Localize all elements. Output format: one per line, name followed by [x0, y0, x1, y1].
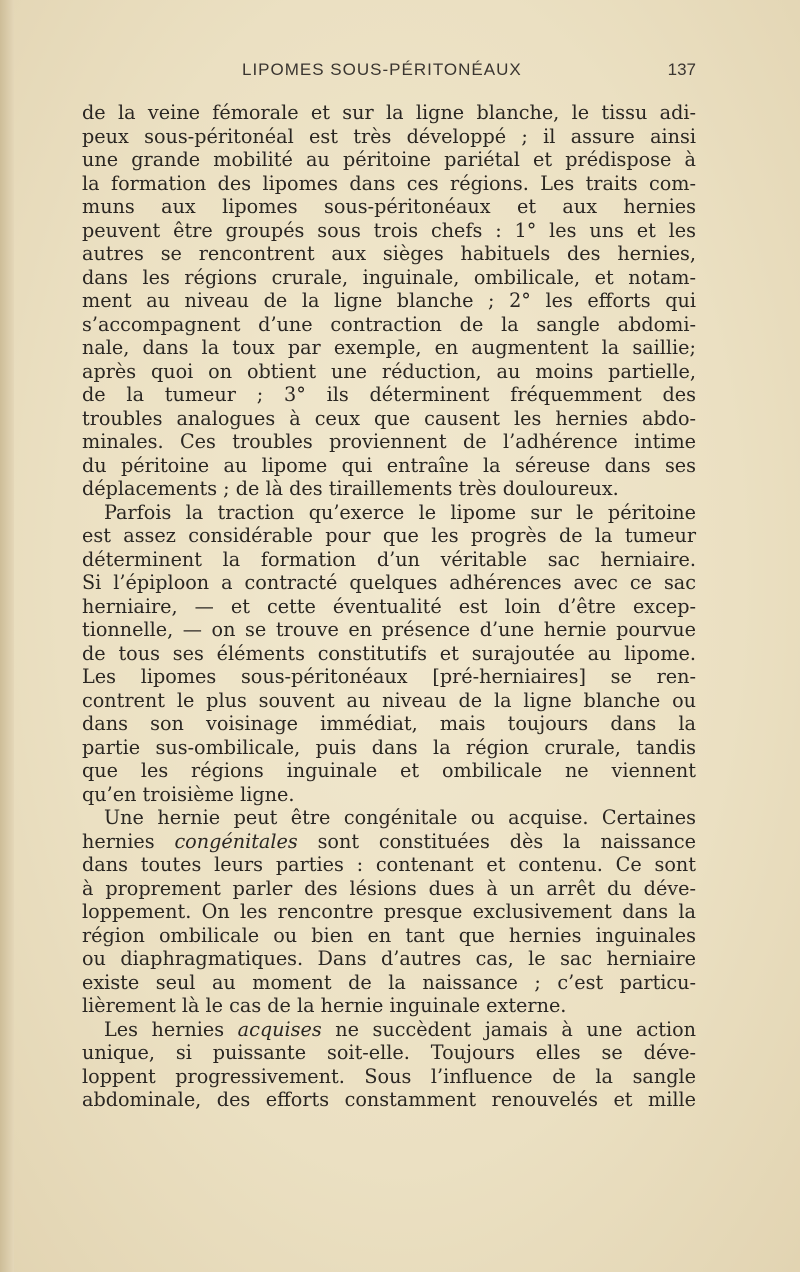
- text-line: [82, 1018, 696, 1042]
- text-line: ment au niveau de la ligne blanche ; 2° les efforts qui: [82, 289, 696, 312]
- text-line: Une hernie peut être congénitale ou acquise. Certaines: [104, 806, 696, 829]
- page-gutter: [0, 0, 14, 1272]
- text-line: minales. Ces troubles proviennent de l’adhérence intime: [82, 430, 696, 453]
- text-line: unique, si puissante soit-elle. Toujours elles se déve-: [82, 1041, 696, 1064]
- page-header: [82, 60, 696, 88]
- text-segment: Les hernies: [104, 1017, 238, 1041]
- text-segment: sont constituées dès la naissance: [297, 829, 696, 853]
- page-number: 137: [667, 60, 696, 79]
- text-line: partie sus-ombilicale, puis dans la région crurale, tandis: [82, 735, 696, 759]
- text-line: de la veine fémorale et sur la ligne blanche, le tissu adi-: [82, 101, 696, 124]
- text-line: ou diaphragmatiques. Dans d’autres cas, le sac herniaire: [82, 947, 696, 970]
- text-line: contrent le plus souvent au niveau de la ligne blanche ou: [82, 688, 696, 712]
- text-line: déplacements ; de là des tiraillements très douloureux.: [82, 477, 619, 500]
- text-line: s’accompagnent d’une contraction de la sangle abdomi-: [82, 312, 696, 336]
- text-line: que les régions inguinale et ombilicale ne viennent: [82, 759, 696, 782]
- text-line: dans les régions crurale, inguinale, ombilicale, et notam-: [82, 265, 696, 289]
- text-line: existe seul au moment de la naissance ; c’est particu-: [82, 970, 696, 994]
- text-line: qu’en troisième ligne.: [82, 782, 295, 806]
- text-line: muns aux lipomes sous-péritonéaux et aux hernies: [82, 195, 696, 218]
- italic-term: acquises: [237, 1017, 322, 1041]
- text-line: lièrement là le cas de la hernie inguinale externe.: [82, 994, 567, 1017]
- text-line: loppent progressivement. Sous l’influence de la sangle: [82, 1064, 696, 1088]
- text-line: de la tumeur ; 3° ils déterminent fréquemment des: [82, 383, 696, 406]
- body-text: [82, 101, 696, 1112]
- text-line: Parfois la traction qu’exerce le lipome sur le péritoine: [104, 500, 696, 524]
- text-line: est assez considérable pour que les progrès de la tumeur: [82, 524, 696, 547]
- text-line: du péritoine au lipome qui entraîne la séreuse dans ses: [82, 453, 696, 477]
- text-line: nale, dans la toux par exemple, en augmentent la saillie;: [82, 336, 696, 359]
- text-line: tionnelle, — on se trouve en présence d’une hernie pourvue: [82, 618, 696, 641]
- text-line: de tous ses éléments constitutifs et surajoutée au lipome.: [82, 641, 696, 665]
- text-segment: ne succèdent jamais à une action: [321, 1017, 696, 1041]
- italic-term: congénitales: [174, 829, 298, 853]
- text-line: à proprement parler des lésions dues à un arrêt du déve-: [82, 876, 696, 900]
- text-line: la formation des lipomes dans ces régions. Les traits com-: [82, 171, 696, 195]
- text-line: loppement. On les rencontre presque exclusivement dans la: [82, 900, 696, 923]
- text-line: peux sous-péritonéal est très développé ; il assure ainsi: [82, 124, 696, 148]
- text-line: Si l’épiploon a contracté quelques adhérences avec ce sac: [82, 571, 696, 594]
- text-line: Les lipomes sous-péritonéaux [pré-herniaires] se ren-: [82, 665, 696, 688]
- text-line: après quoi on obtient une réduction, au moins partielle,: [82, 359, 696, 383]
- text-line: déterminent la formation d’un véritable sac herniaire.: [82, 547, 696, 571]
- text-line: herniaire, — et cette éventualité est loin d’être excep-: [82, 594, 696, 618]
- running-head: LIPOMES SOUS-PÉRITONÉAUX: [242, 60, 522, 79]
- text-line: une grande mobilité au péritoine pariétal et prédispose à: [82, 148, 696, 171]
- text-line: [82, 830, 696, 854]
- text-line: région ombilicale ou bien en tant que hernies inguinales: [82, 923, 696, 947]
- text-line: dans son voisinage immédiat, mais toujours dans la: [82, 712, 696, 735]
- text-line: peuvent être groupés sous trois chefs : 1° les uns et les: [82, 218, 696, 242]
- text-segment: hernies: [82, 829, 175, 853]
- text-line: abdominale, des efforts constamment renouvelés et mille: [82, 1088, 696, 1111]
- text-line: troubles analogues à ceux que causent les hernies abdo-: [82, 406, 696, 430]
- text-line: dans toutes leurs parties : contenant et contenu. Ce sont: [82, 853, 696, 876]
- text-line: autres se rencontrent aux sièges habituels des hernies,: [82, 242, 696, 265]
